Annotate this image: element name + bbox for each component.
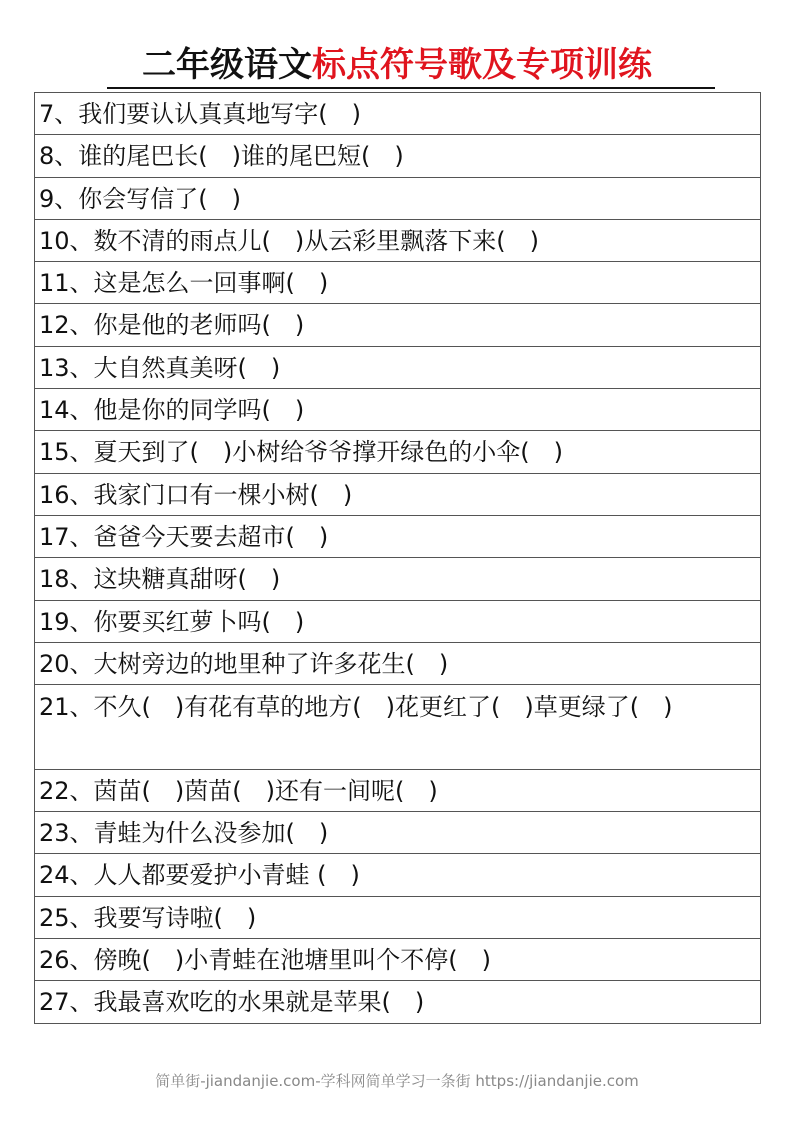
footer-watermark: 简单街-jiandanjie.com-学科网简单学习一条街 https://jiandanjie.com [155, 1072, 639, 1090]
title-topic: 标点符号歌及专项训练 [312, 45, 652, 85]
exercise-row-17: 17、爸爸今天要去超市( ) [35, 516, 760, 558]
exercise-row-26: 26、傍晚( )小青蛙在池塘里叫个不停( ) [35, 939, 760, 981]
title-grade-subject: 二年级语文 [142, 45, 312, 85]
exercise-row-25: 25、我要写诗啦( ) [35, 897, 760, 939]
exercise-row-7: 7、我们要认认真真地写字( ) [35, 93, 760, 135]
exercise-row-11: 11、这是怎么一回事啊( ) [35, 262, 760, 304]
exercise-row-24: 24、人人都要爱护小青蛙 ( ) [35, 854, 760, 896]
exercise-row-9: 9、你会写信了( ) [35, 178, 760, 220]
page-title [0, 42, 794, 88]
exercise-row-14: 14、他是你的同学吗( ) [35, 389, 760, 431]
exercise-row-27: 27、我最喜欢吃的水果就是苹果( ) [35, 981, 760, 1023]
title-underline [107, 87, 715, 89]
exercise-row-18: 18、这块糖真甜呀( ) [35, 558, 760, 600]
exercise-row-21: 21、不久( )有花有草的地方( )花更红了( )草更绿了( ) [35, 685, 760, 770]
exercise-row-22: 22、茵苗( )茵苗( )还有一间呢( ) [35, 770, 760, 812]
exercise-row-12: 12、你是他的老师吗( ) [35, 304, 760, 346]
exercise-row-16: 16、我家门口有一棵小树( ) [35, 474, 760, 516]
exercise-row-23: 23、青蛙为什么没参加( ) [35, 812, 760, 854]
exercise-row-20: 20、大树旁边的地里种了许多花生( ) [35, 643, 760, 685]
exercise-row-13: 13、大自然真美呀( ) [35, 347, 760, 389]
exercise-row-19: 19、你要买红萝卜吗( ) [35, 601, 760, 643]
exercise-row-8: 8、谁的尾巴长( )谁的尾巴短( ) [35, 135, 760, 177]
exercise-row-15: 15、夏天到了( )小树给爷爷撑开绿色的小伞( ) [35, 431, 760, 473]
exercise-table [34, 92, 761, 1024]
exercise-row-10: 10、数不清的雨点儿( )从云彩里飘落下来( ) [35, 220, 760, 262]
